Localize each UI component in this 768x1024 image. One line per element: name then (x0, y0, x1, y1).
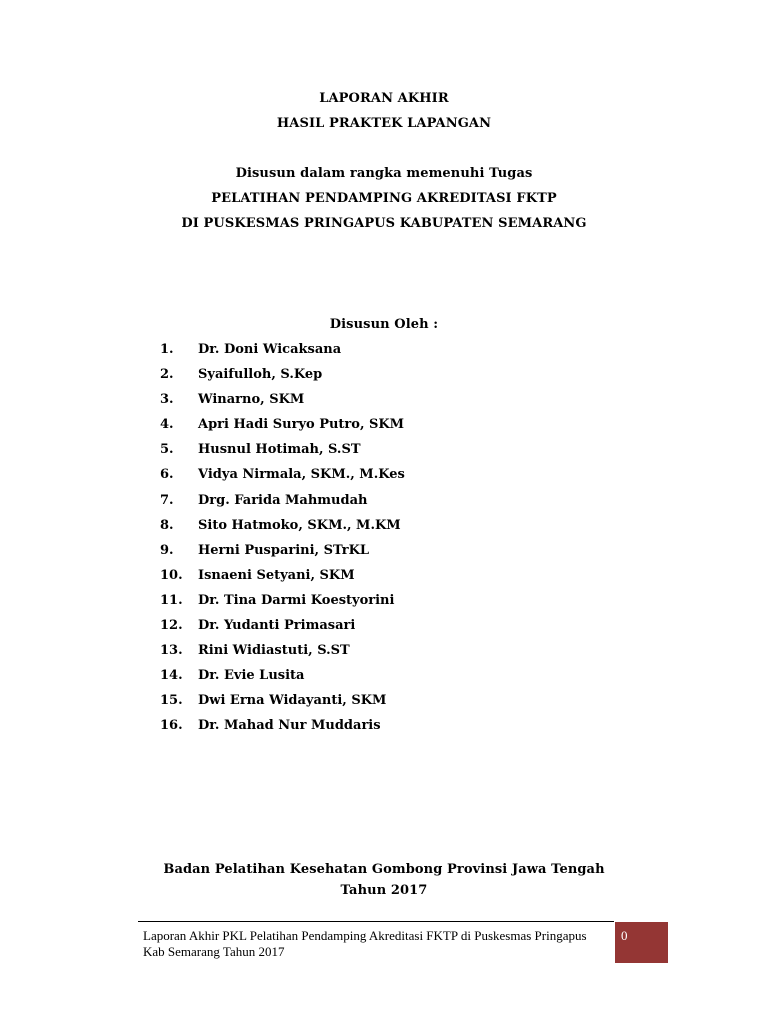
author-item (160, 366, 405, 391)
author-item (160, 441, 405, 466)
author-item (160, 667, 405, 692)
author-name: Herni Pusparini, STrKL (198, 542, 370, 558)
author-item (160, 517, 405, 542)
author-item (160, 617, 405, 642)
author-number: 4. (160, 417, 174, 433)
author-number: 5. (160, 442, 174, 458)
author-item (160, 341, 405, 366)
institution-year: Tahun 2017 (340, 883, 428, 898)
purpose-intro: Disusun dalam rangka memenuhi Tugas (235, 166, 533, 181)
author-number: 2. (160, 367, 174, 383)
footer-divider (138, 921, 614, 922)
report-subtitle: HASIL PRAKTEK LAPANGAN (276, 116, 492, 131)
author-number: 9. (160, 542, 174, 558)
page-number: 0 (621, 928, 628, 943)
footer-caption: Laporan Akhir PKL Pelatihan Pendamping Akreditasi FKTP di Puskesmas Pringapus Kab Semarang Tahun 2017 (143, 928, 587, 959)
author-name: Husnul Hotimah, S.ST (198, 442, 361, 458)
author-item (160, 692, 405, 717)
author-item (160, 492, 405, 517)
author-name: Apri Hadi Suryo Putro, SKM (198, 417, 405, 433)
author-number: 6. (160, 467, 174, 483)
report-title: LAPORAN AKHIR (319, 91, 449, 106)
page-footer (138, 921, 668, 963)
author-number: 14. (160, 668, 183, 684)
author-number: 8. (160, 517, 174, 533)
author-name: Drg. Farida Mahmudah (198, 492, 368, 508)
author-number: 1. (160, 342, 174, 357)
author-item (160, 592, 405, 617)
author-number: 7. (160, 492, 174, 508)
training-location: DI PUSKESMAS PRINGAPUS KABUPATEN SEMARANG (181, 216, 587, 231)
author-number: 11. (160, 592, 183, 608)
author-name: Syaifulloh, S.Kep (198, 367, 323, 383)
author-number: 12. (160, 618, 183, 634)
author-name: Dwi Erna Widayanti, SKM (198, 693, 387, 709)
author-name: Dr. Doni Wicaksana (198, 342, 342, 357)
authors-heading: Disusun Oleh : (329, 317, 439, 332)
author-item (160, 391, 405, 416)
author-list (160, 341, 405, 743)
author-name: Dr. Evie Lusita (198, 668, 305, 684)
author-item (160, 466, 405, 491)
author-number: 15. (160, 693, 183, 709)
author-name: Isnaeni Setyani, SKM (198, 567, 355, 583)
training-name: PELATIHAN PENDAMPING AKREDITASI FKTP (211, 191, 557, 206)
author-name: Sito Hatmoko, SKM., M.KM (198, 517, 401, 533)
author-number: 16. (160, 718, 183, 734)
author-name: Vidya Nirmala, SKM., M.Kes (198, 467, 405, 483)
author-item (160, 717, 405, 742)
author-name: Rini Widiastuti, S.ST (198, 643, 350, 659)
author-name: Dr. Mahad Nur Muddaris (198, 718, 381, 734)
author-item (160, 416, 405, 441)
author-item (160, 542, 405, 567)
author-name: Dr. Tina Darmi Koestyorini (198, 592, 395, 608)
author-number: 3. (160, 392, 174, 408)
author-number: 13. (160, 643, 183, 659)
author-item (160, 642, 405, 667)
author-name: Winarno, SKM (198, 392, 305, 408)
institution-name: Badan Pelatihan Kesehatan Gombong Provinsi Jawa Tengah (163, 862, 605, 877)
author-number: 10. (160, 567, 183, 583)
author-name: Dr. Yudanti Primasari (198, 618, 356, 634)
page-number-badge (615, 922, 668, 963)
author-item (160, 567, 405, 592)
